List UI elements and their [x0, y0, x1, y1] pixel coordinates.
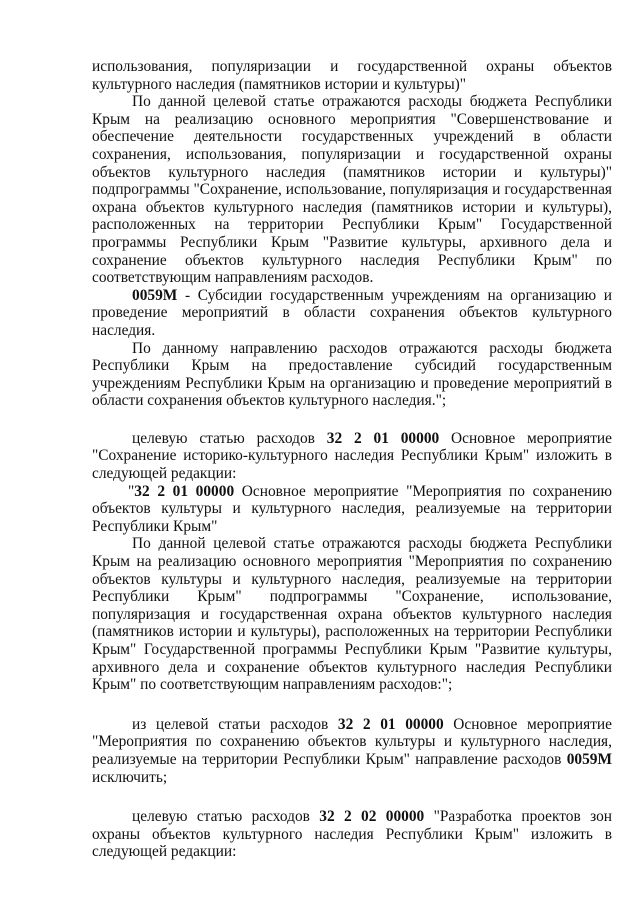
paragraph-mid: Основное мероприятие "Мероприятия по сохранению объектов культуры и культурного наследия, реализуемые на территории Республики Крым" направление расходов — [92, 715, 612, 768]
expense-code: 0059М — [132, 286, 178, 304]
paragraph-text: Основное мероприятие "Мероприятия по сохранению объектов культуры и культурного наследия, реализуемые на территории Республики Крым" — [92, 482, 612, 535]
paragraph-continuation: использования, популяризации и государственной охраны объектов культурного наследия (памятников истории и культуры)" — [92, 58, 612, 93]
spacer — [92, 694, 612, 716]
paragraph-amend-article-2 — [92, 808, 612, 861]
article-code: 32 2 01 00000 — [326, 429, 440, 447]
paragraph-text: исключить; — [92, 768, 168, 786]
paragraph-new-article-title — [92, 483, 612, 536]
paragraph-new-article-description: По данной целевой статье отражаются расходы бюджета Республики Крым на реализацию основного мероприятия "Мероприятия по сохранению объектов культуры и культурного наследия, реализуемые на территории Республики Крым" подпрограммы "Сохранение, использование, популяризация и государственная охрана объектов культурного наследия (памятников истории и культуры), расположенных на территории Республики Крым" Государственной программы Республики Крым "Развитие культуры, архивного дела и сохранение объектов культурного наследия Республики Крым" по соответствующим направлениям расходов:"; — [92, 535, 612, 694]
paragraph-prefix: из целевой статьи расходов — [132, 715, 338, 733]
paragraph-expense-direction — [92, 287, 612, 340]
paragraph-exclude-direction — [92, 716, 612, 786]
expense-code: 0059М — [566, 750, 612, 768]
paragraph-prefix: " — [128, 482, 135, 500]
paragraph-prefix: целевую статью расходов — [132, 808, 320, 826]
article-code: 32 2 02 00000 — [319, 808, 425, 826]
expense-direction-text: - Субсидии государственным учреждениям на организацию и проведение мероприятий в области сохранения объектов культурного наследия. — [92, 286, 612, 339]
paragraph-text: "Разработка проектов зон охраны объектов культурного наследия Республики Крым" изложить в следующей редакции: — [92, 808, 612, 861]
article-code: 32 2 01 00000 — [134, 482, 235, 500]
paragraph-expense-direction-description: По данному направлению расходов отражаются расходы бюджета Республики Крым на предоставление субсидий государственным учреждениям Республики Крым на организацию и проведение мероприятий в области сохранения объектов культурного наследия."; — [92, 339, 612, 410]
article-code: 32 2 01 00000 — [337, 715, 444, 733]
spacer — [92, 410, 612, 430]
spacer — [92, 786, 612, 808]
paragraph-prefix: целевую статью расходов — [132, 429, 327, 447]
paragraph-target-article-description: По данной целевой статье отражаются расходы бюджета Республики Крым на реализацию основного мероприятия "Совершенствование и обеспечение деятельности государственных учреждений в области сохранения, использования, популяризации и государственной охраны объектов культурного наследия (памятников истории и культуры)" подпрограммы "Сохранение, использование, популяризация и государственная охрана объектов культурного наследия (памятников истории и культуры), расположенных на территории Республики Крым" Государственной программы Республики Крым "Развитие культуры, архивного дела и сохранение объектов культурного наследия Республики Крым" по соответствующим направлениям расходов. — [92, 93, 612, 287]
paragraph-amend-article — [92, 430, 612, 483]
paragraph-text: Основное мероприятие "Сохранение историко-культурного наследия Республики Крым" изложить в следующей редакции: — [92, 429, 612, 483]
